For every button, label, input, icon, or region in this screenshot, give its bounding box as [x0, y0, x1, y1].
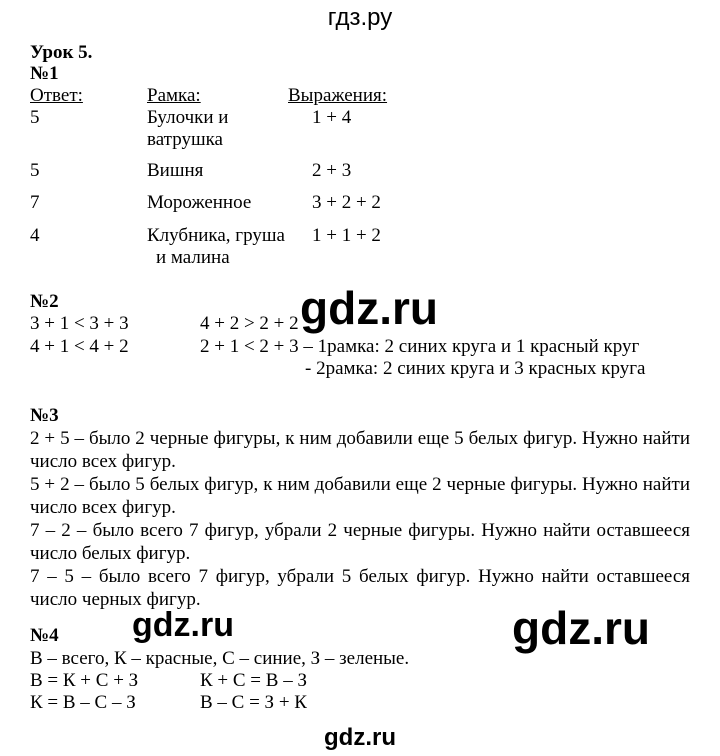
- site-header: гдз.ру: [327, 4, 393, 31]
- task3-paragraph-4: 7 – 5 – было всего 7 фигур, убрали 5 белых фигур. Нужно найти оставшееся число черных фигур.: [30, 566, 690, 610]
- task4-number: №4: [30, 625, 59, 646]
- watermark-mid: gdz.ru: [300, 282, 438, 334]
- task1-row3-expression: 3 + 2 + 2: [312, 192, 381, 213]
- task4-eq1-left: В = К + С + З: [30, 670, 139, 691]
- lesson-title: Урок 5.: [30, 42, 93, 63]
- task4-eq1-right: К + С = В – З: [200, 670, 307, 691]
- task2-line1-left: 3 + 1 < 3 + 3: [30, 313, 129, 334]
- task1-row2-answer: 5: [30, 160, 40, 181]
- watermark-right: gdz.ru: [512, 602, 650, 654]
- task1-row2-expression: 2 + 3: [312, 160, 352, 181]
- task1-header-answer: Ответ:: [30, 85, 83, 106]
- task2-number: №2: [30, 291, 59, 312]
- task1-row1-frame-line1: Булочки и: [147, 107, 229, 128]
- task1-row1-frame-line2: ватрушка: [147, 129, 223, 150]
- watermark-bottom: gdz.ru: [324, 724, 396, 751]
- task1-row4-frame-line2: и малина: [156, 247, 230, 268]
- task4-eq2-left: К = В – С – З: [30, 692, 136, 713]
- task1-header-frame: Рамка:: [147, 85, 201, 106]
- task1-row3-frame: Мороженное: [147, 192, 252, 213]
- task2-line1-right: 4 + 2 > 2 + 2: [200, 313, 299, 334]
- task1-number: №1: [30, 63, 59, 84]
- task3-paragraph-3: 7 – 2 – было всего 7 фигур, убрали 2 черные фигуры. Нужно найти оставшееся число белых фигур.: [30, 520, 690, 564]
- task1-row3-answer: 7: [30, 192, 40, 213]
- task3-paragraph-2: 5 + 2 – было 5 белых фигур, к ним добавили еще 2 черные фигуры. Нужно найти число всех фигур.: [30, 474, 690, 518]
- task2-line3-right: - 2рамка: 2 синих круга и 3 красных круга: [305, 358, 646, 379]
- task1-row4-frame-line1: Клубника, груша: [147, 225, 285, 246]
- task3-paragraph-1: 2 + 5 – было 2 черные фигуры, к ним добавили еще 5 белых фигур. Нужно найти число всех фигур.: [30, 428, 690, 472]
- watermark-left: gdz.ru: [132, 606, 234, 644]
- task4-legend: В – всего, К – красные, С – синие, З – зеленые.: [30, 648, 410, 669]
- task1-header-expressions: Выражения:: [288, 85, 388, 106]
- task4-eq2-right: В – С = З + К: [200, 692, 307, 713]
- task1-row1-answer: 5: [30, 107, 40, 128]
- task2-line2-right: 2 + 1 < 2 + 3 – 1рамка: 2 синих круга и 1 красный круг: [200, 336, 640, 357]
- task1-row1-expression: 1 + 4: [312, 107, 352, 128]
- task1-row2-frame: Вишня: [147, 160, 204, 181]
- task2-line2-left: 4 + 1 < 4 + 2: [30, 336, 129, 357]
- task1-row4-expression: 1 + 1 + 2: [312, 225, 381, 246]
- task1-row4-answer: 4: [30, 225, 40, 246]
- task3-number: №3: [30, 405, 59, 426]
